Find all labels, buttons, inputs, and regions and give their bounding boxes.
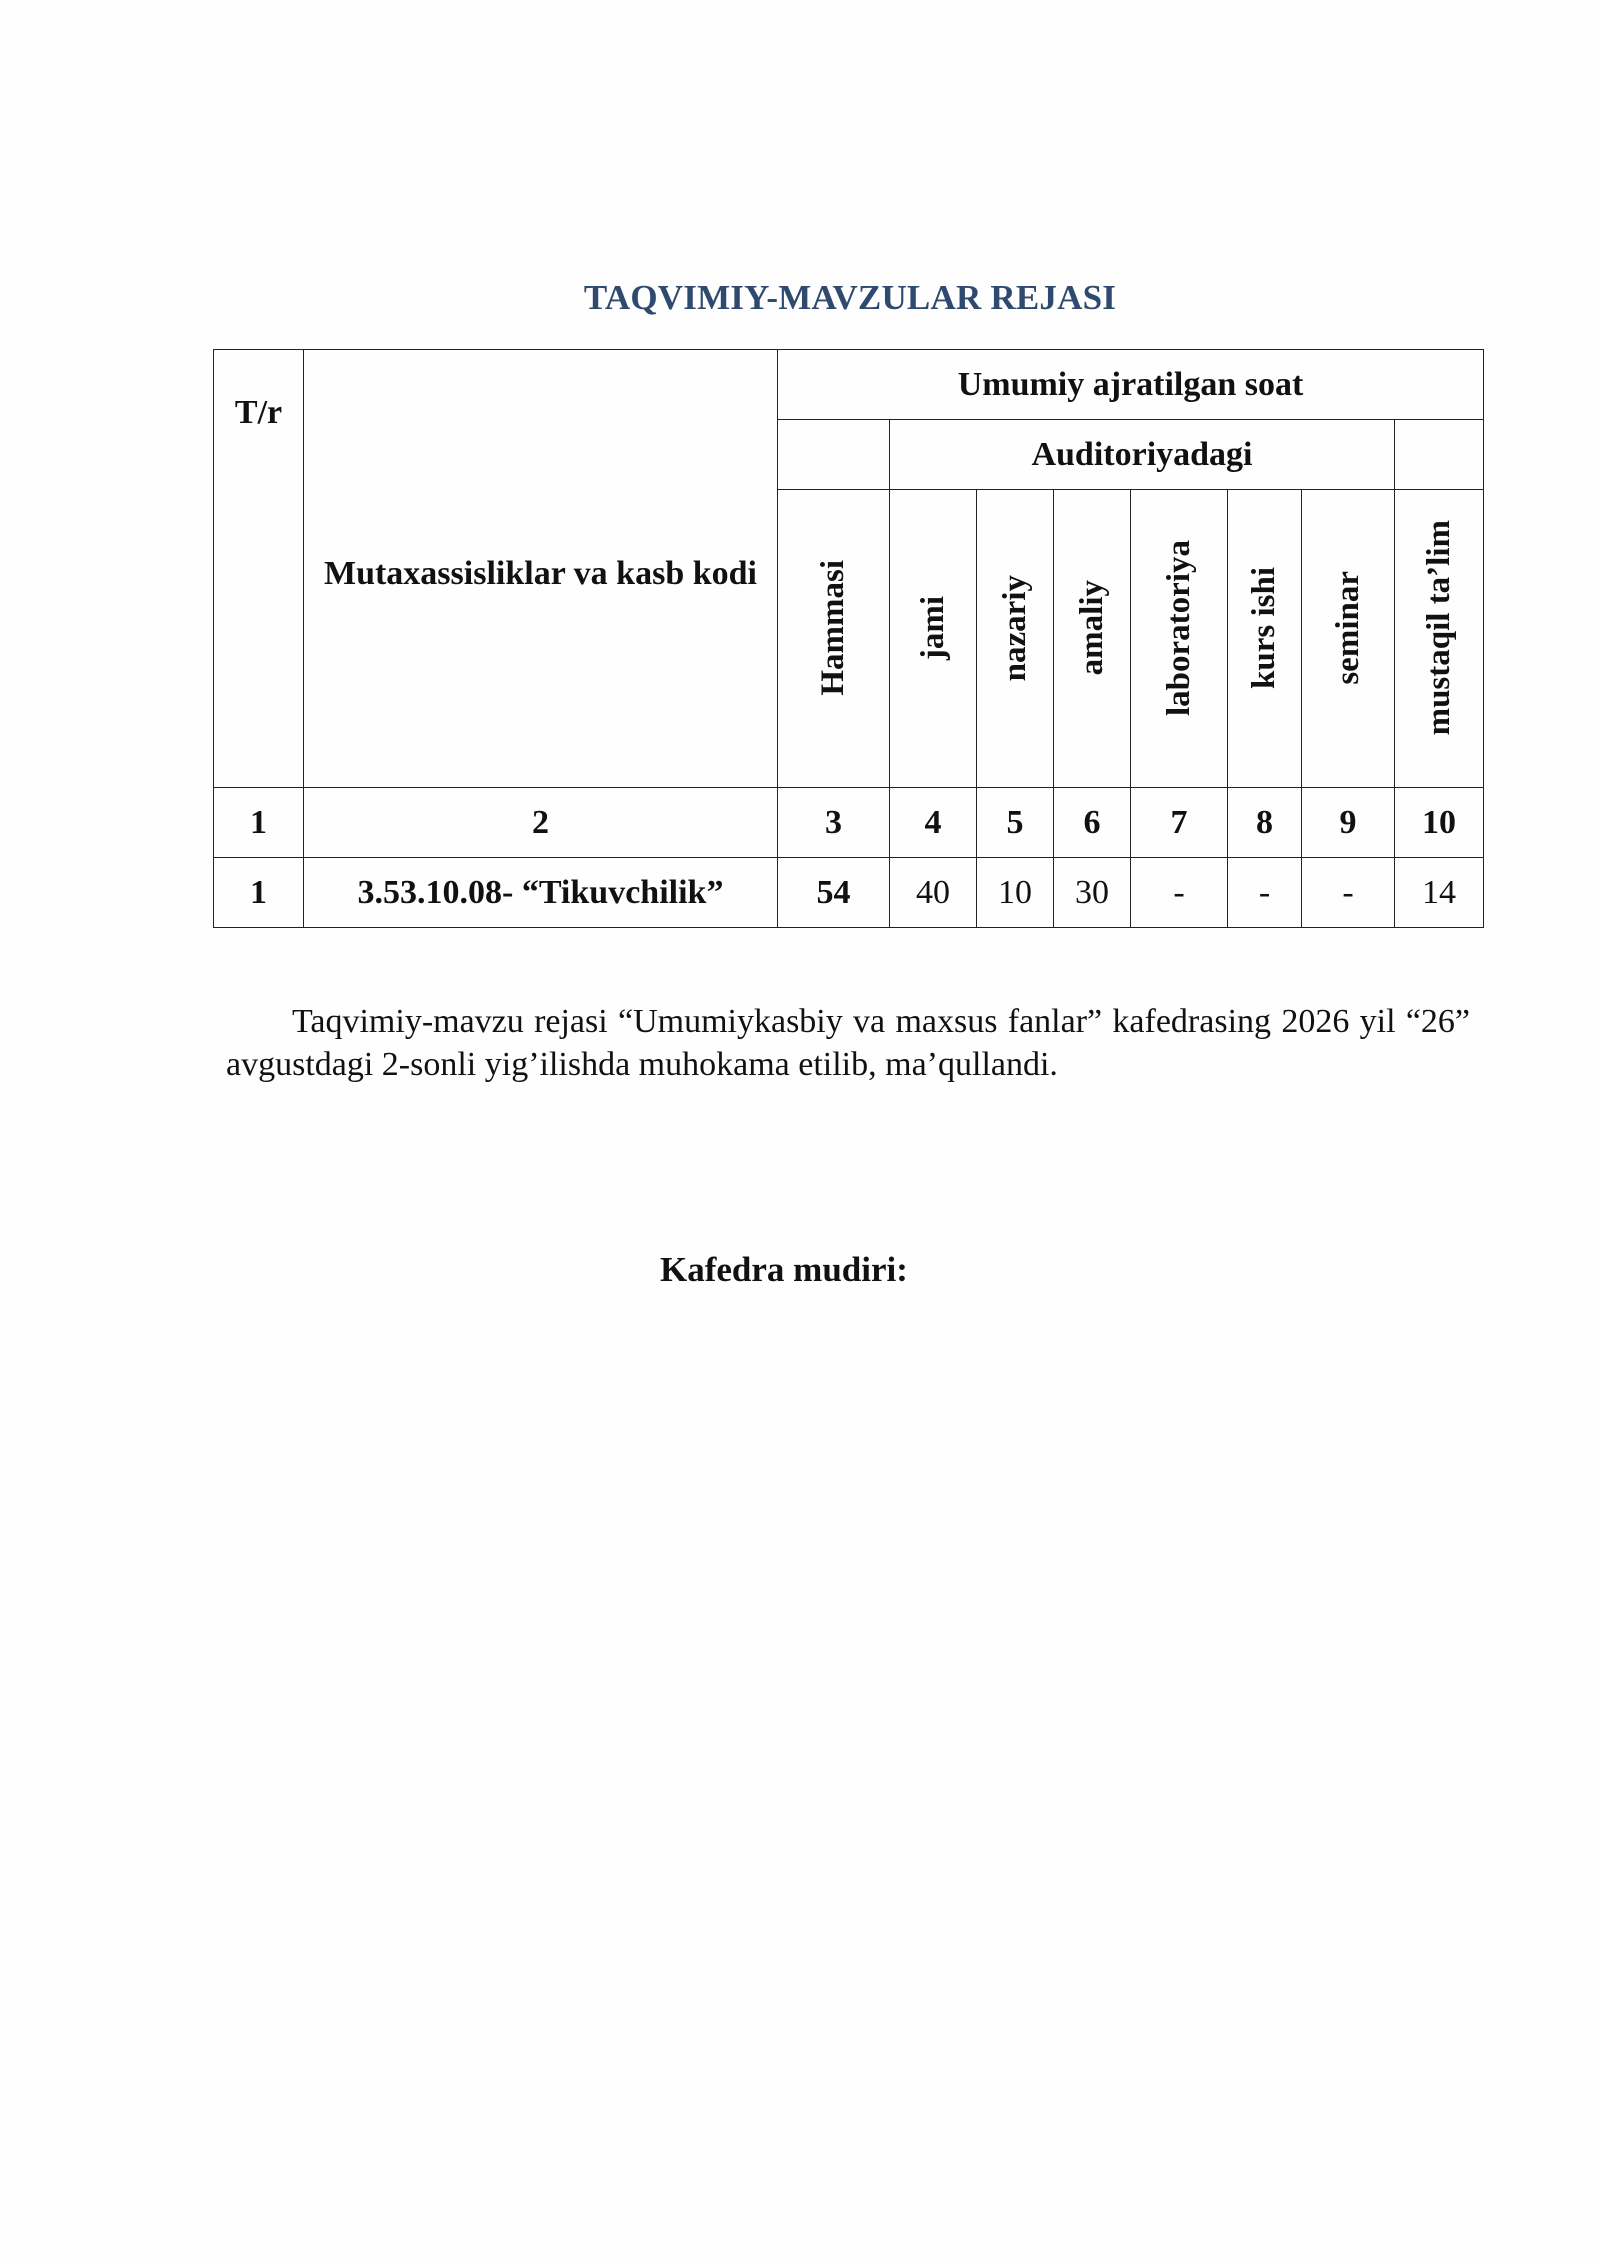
header-amaliy-label: amaliy (1073, 580, 1110, 676)
document-title: TAQVIMIY-MAVZULAR REJASI (583, 278, 1117, 317)
header-row-1 (214, 350, 1484, 420)
header-tr: T/r (214, 350, 304, 788)
row-seminar: - (1302, 858, 1395, 928)
row-hammasi: 54 (778, 858, 890, 928)
table-row (214, 858, 1484, 928)
column-number: 1 (214, 788, 304, 858)
header-empty-cell (778, 420, 890, 490)
header-mustaqil (1395, 490, 1484, 788)
row-nazariy: 10 (977, 858, 1054, 928)
column-number: 6 (1054, 788, 1131, 858)
row-tr: 1 (214, 858, 304, 928)
header-hammasi-label: Hammasi (815, 560, 851, 696)
approval-paragraph-text: Taqvimiy-mavzu rejasi “Umumiykasbiy va maxsus fanlar” kafedrasing 2026 yil “26” avgustdagi 2-sonli yig’ilishda muhokama etilib, ma’qullandi. (226, 1003, 1470, 1083)
header-amaliy (1054, 490, 1131, 788)
header-kurs-ishi-label: kurs ishi (1246, 567, 1282, 689)
header-laboratoriya (1131, 490, 1228, 788)
header-specialty: Mutaxassisliklar va kasb kodi (304, 350, 778, 788)
column-number: 7 (1131, 788, 1228, 858)
column-number: 8 (1228, 788, 1302, 858)
column-number: 10 (1395, 788, 1484, 858)
header-total-hours: Umumiy ajratilgan soat (778, 350, 1484, 420)
header-auditorium: Auditoriyadagi (890, 420, 1395, 490)
row-jami: 40 (890, 858, 977, 928)
column-number: 3 (778, 788, 890, 858)
column-number-row (214, 788, 1484, 858)
column-number: 2 (304, 788, 778, 858)
header-mustaqil-label: mustaqil ta’lim (1420, 520, 1457, 736)
column-number: 9 (1302, 788, 1395, 858)
header-kurs-ishi (1228, 490, 1302, 788)
header-empty-cell (1395, 420, 1484, 490)
header-jami-label: jami (914, 595, 951, 661)
signature-label: Kafedra mudiri: (660, 1250, 908, 1289)
row-mustaqil: 14 (1395, 858, 1484, 928)
calendar-plan-table (213, 349, 1484, 928)
header-seminar-label: seminar (1329, 571, 1366, 685)
approval-paragraph (226, 1000, 1470, 1086)
header-jami (890, 490, 977, 788)
header-hammasi (778, 490, 890, 788)
column-number: 5 (977, 788, 1054, 858)
header-laboratoriya-label: laboratoriya (1160, 540, 1197, 716)
column-number: 4 (890, 788, 977, 858)
row-kurs-ishi: - (1228, 858, 1302, 928)
row-laboratoriya: - (1131, 858, 1228, 928)
row-amaliy: 30 (1054, 858, 1131, 928)
header-nazariy (977, 490, 1054, 788)
row-specialty: 3.53.10.08- “Tikuvchilik” (304, 858, 778, 928)
header-seminar (1302, 490, 1395, 788)
header-nazariy-label: nazariy (996, 574, 1033, 682)
